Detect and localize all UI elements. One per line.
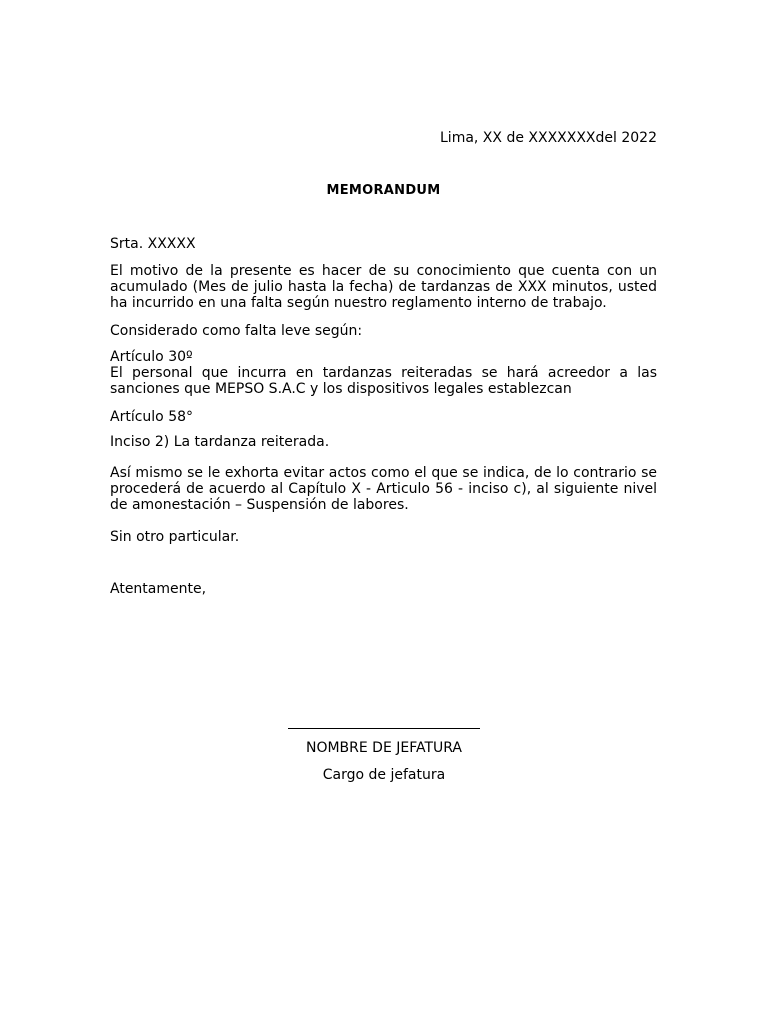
signature-line xyxy=(288,728,480,729)
signature-name: NOMBRE DE JEFATURA xyxy=(305,740,463,756)
signature-role: Cargo de jefatura xyxy=(322,767,446,783)
sign-off: Atentamente, xyxy=(110,581,207,597)
recipient: Srta. XXXXX xyxy=(110,236,196,252)
warning-paragraph: Así mismo se le exhorta evitar actos como el que se indica, de lo contrario se procederá de acuerdo al Capítulo X - Articulo 56 - inciso c), al siguiente nivel de amonestación – Suspensión de labores. xyxy=(110,465,657,513)
memo-title: MEMORANDUM xyxy=(326,183,441,198)
considered-line: Considerado como falta leve según: xyxy=(110,323,363,339)
inciso-line: Inciso 2) La tardanza reiterada. xyxy=(110,434,330,450)
intro-paragraph: El motivo de la presente es hacer de su conocimiento que cuenta con un acumulado (Mes de julio hasta la fecha) de tardanzas de XXX minutos, usted ha incurrido en una falta según nuestro reglamento interno de trabajo. xyxy=(110,263,657,311)
article-30-text: El personal que incurra en tardanzas reiteradas se hará acreedor a las sanciones que MEPSO S.A.C y los dispositivos legales establezcan xyxy=(110,365,657,397)
article-58-heading: Artículo 58° xyxy=(110,409,194,425)
article-30-heading: Artículo 30º xyxy=(110,349,193,365)
date-line: Lima, XX de XXXXXXXdel 2022 xyxy=(440,130,657,146)
closing-line: Sin otro particular. xyxy=(110,529,240,545)
